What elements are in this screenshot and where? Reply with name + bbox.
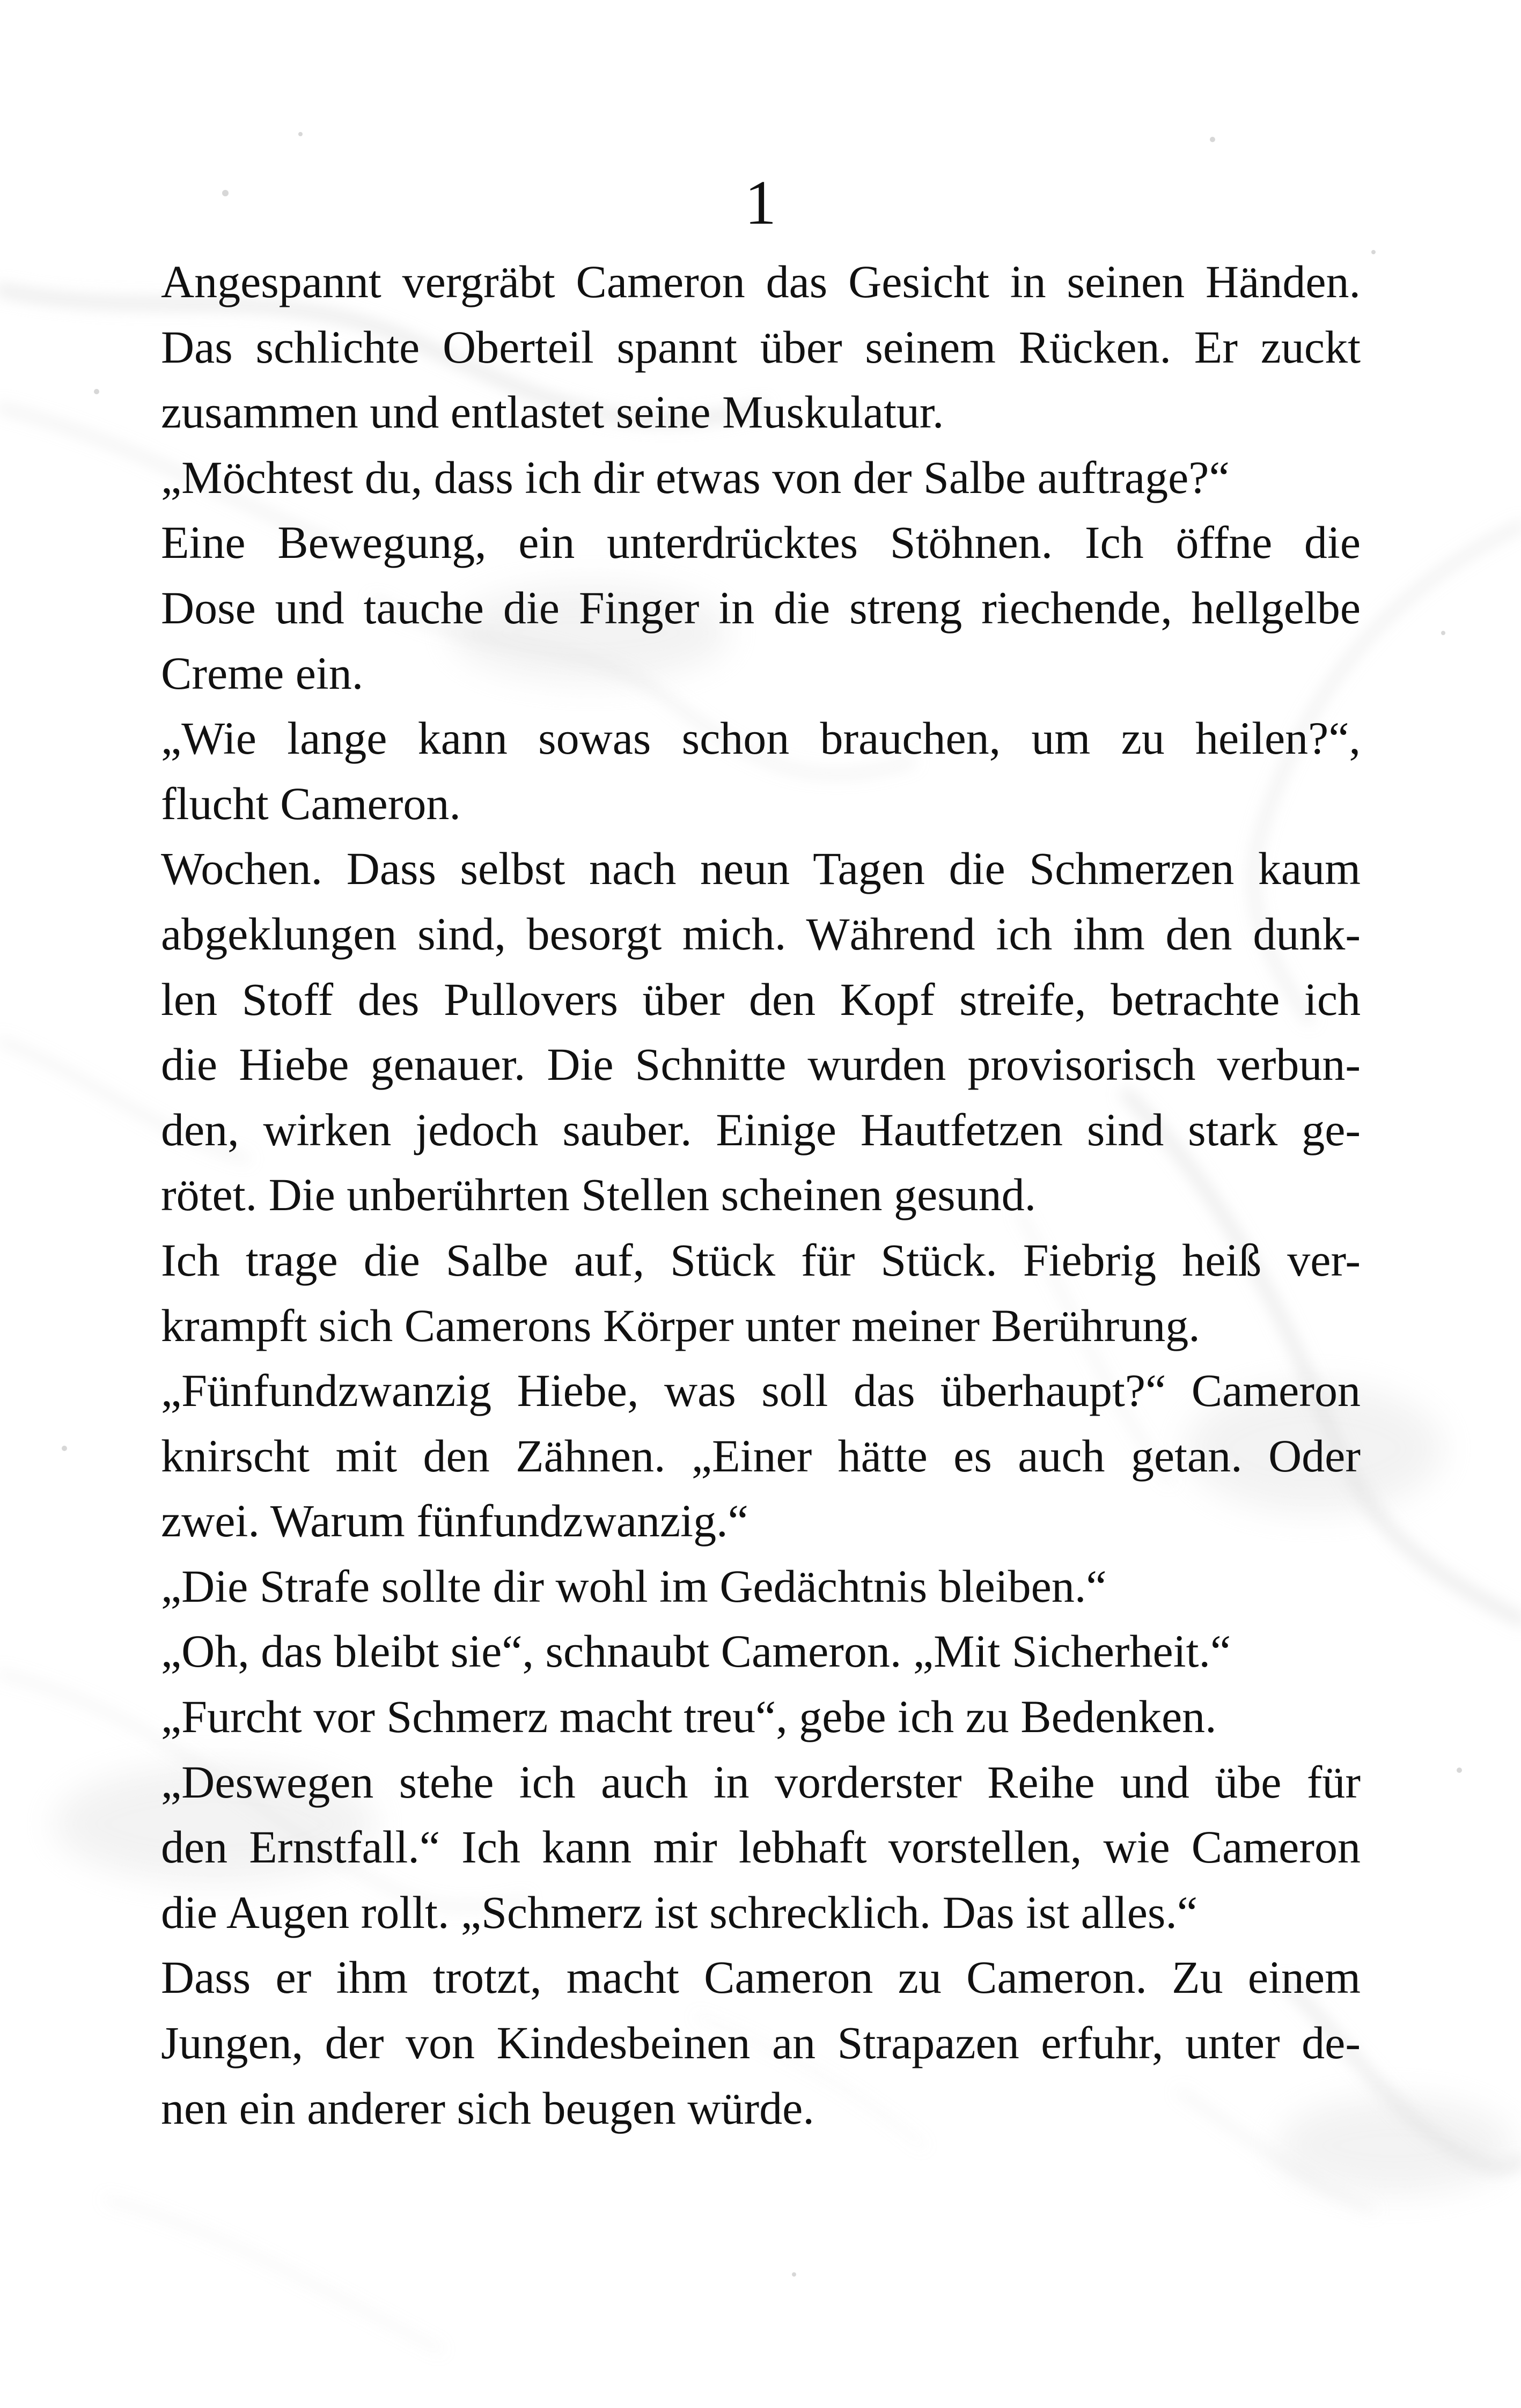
text-line: „Oh, das bleibt sie“, schnaubt Cameron. „Mit Sicherheit.“ [161,1625,1231,1677]
text-line: „Furcht vor Schmerz macht treu“, gebe ich zu Bedenken. [161,1691,1217,1743]
text-line: „Möchtest du, dass ich dir etwas von der Salbe auftrage?“ [161,451,1230,503]
text-line: die Augen rollt. „Schmerz ist schrecklich. Das ist alles.“ [161,1886,1198,1938]
text-line: den Ernstfall.“ Ich kann mir lebhaft vorstellen, wie Cameron [161,1821,1361,1873]
text-line: „Wie lange kann sowas schon brauchen, um zu heilen?“, [161,712,1361,764]
text-line: den, wirken jedoch sauber. Einige Hautfetzen sind stark ge- [161,1103,1361,1155]
text-line: „Die Strafe sollte dir wohl im Gedächtnis bleiben.“ [161,1560,1107,1612]
text-line: len Stoff des Pullovers über den Kopf streife, betrachte ich [161,973,1361,1025]
text-line: abgeklungen sind, besorgt mich. Während ich ihm den dunk- [161,908,1361,960]
text-line: die Hiebe genauer. Die Schnitte wurden provisorisch verbun- [161,1039,1361,1091]
text-line: Ich trage die Salbe auf, Stück für Stück. Fiebrig heiß ver- [161,1234,1361,1286]
text-line: Wochen. Dass selbst nach neun Tagen die Schmerzen kaum [161,843,1361,895]
text-line: „Deswegen stehe ich auch in vorderster Reihe und übe für [161,1756,1361,1808]
text-line: rötet. Die unberührten Stellen scheinen gesund. [161,1169,1037,1221]
text-line: Angespannt vergräbt Cameron das Gesicht in seinen Händen. [161,256,1361,307]
text-line: Creme ein. [161,647,364,699]
text-line: Dass er ihm trotzt, macht Cameron zu Cameron. Zu einem [161,1952,1361,2004]
text-line: krampft sich Camerons Körper unter meiner Berührung. [161,1299,1200,1351]
text-line: flucht Cameron. [161,777,461,829]
text-line: zwei. Warum fünfundzwanzig.“ [161,1495,748,1547]
body-text [161,249,1361,2141]
text-line: Dose und tauche die Finger in die streng riechende, hellgelbe [161,581,1361,634]
text-line: zusammen und entlastet seine Muskulatur. [161,386,944,438]
text-line: Eine Bewegung, ein unterdrücktes Stöhnen. Ich öffne die [161,517,1361,569]
text-line: „Fünfundzwanzig Hiebe, was soll das überhaupt?“ Cameron [161,1365,1361,1417]
text-line: Das schlichte Oberteil spannt über seinem Rücken. Er zuckt [161,321,1361,373]
text-line: knirscht mit den Zähnen. „Einer hätte es auch getan. Oder [161,1430,1361,1482]
text-line: Jungen, der von Kindesbeinen an Strapazen erfuhr, unter de- [161,2017,1361,2069]
page-number: 1 [745,167,776,238]
text-line: nen ein anderer sich beugen würde. [161,2082,814,2134]
